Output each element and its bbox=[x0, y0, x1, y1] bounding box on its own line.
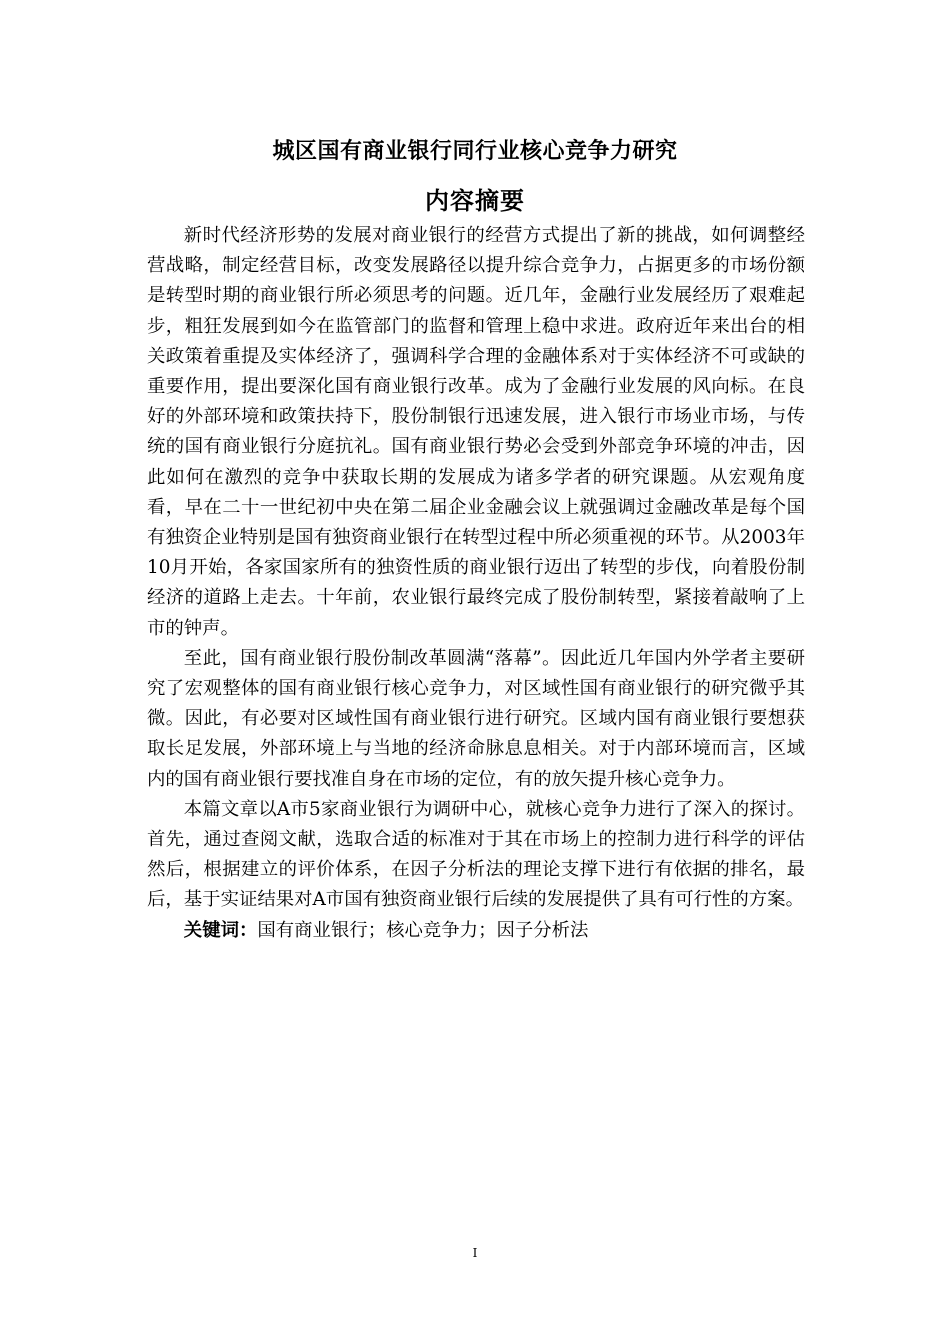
abstract-paragraph-3: 本篇文章以A市5家商业银行为调研中心，就核心竞争力进行了深入的探讨。首先，通过查阅文献，选取合适的标准对于其在市场上的控制力进行科学的评估然后，根据建立的评价体系，在因子分析法的理论支撑下进行有依据的排名，最后，基于实证结果对A市国有独资商业银行后续的发展提供了具有可行性的方案。 bbox=[147, 798, 805, 911]
abstract-heading: 内容摘要 bbox=[425, 187, 525, 215]
abstract-paragraph-1: 新时代经济形势的发展对商业银行的经营方式提出了新的挑战，如何调整经营战略，制定经营目标，改变发展路径以提升综合竞争力，占据更多的市场份额是转型时期的商业银行所必须思考的问题。近几年，金融行业发展经历了艰难起步，粗狂发展到如今在监管部门的监督和管理上稳中求进。政府近年来出台的相关政策着重提及实体经济了，强调科学合理的金融体系对于实体经济不可或缺的重要作用，提出要深化国有商业银行改革。成为了金融行业发展的风向标。在良好的外部环境和政策扶持下，股份制银行迅速发展，进入银行市场业市场，与传统的国有商业银行分庭抗礼。国有商业银行势必会受到外部竞争环境的冲击，因此如何在激烈的竞争中获取长期的发展成为诸多学者的研究课题。从宏观角度看，早在二十一世纪初中央在第二届企业金融会议上就强调过金融改革是每个国有独资企业特别是国有独资商业银行在转型过程中所必须重视的环节。从2003年10月开始，各家国家所有的独资性质的商业银行迈出了转型的步伐，向着股份制经济的道路上走去。十年前，农业银行最终完成了股份制转型，紧接着敲响了上市的钟声。 bbox=[147, 225, 805, 639]
abstract-body bbox=[147, 221, 805, 946]
keywords-line bbox=[147, 916, 805, 946]
page-number: I bbox=[472, 1246, 478, 1260]
keywords-text: 国有商业银行；核心竞争力；因子分析法 bbox=[257, 919, 589, 941]
abstract-paragraph-2: 至此，国有商业银行股份制改革圆满“落幕”。因此近几年国内外学者主要研究了宏观整体的国有商业银行核心竞争力，对区域性国有商业银行的研究微乎其微。因此，有必要对区域性国有商业银行进行研究。区域内国有商业银行要想获取长足发展，外部环境上与当地的经济命脉息息相关。对于内部环境而言，区域内的国有商业银行要找准自身在市场的定位，有的放矢提升核心竞争力。 bbox=[147, 647, 805, 790]
keywords-label: 关键词： bbox=[183, 919, 258, 941]
document-title: 城区国有商业银行同行业核心竞争力研究 bbox=[272, 139, 678, 164]
